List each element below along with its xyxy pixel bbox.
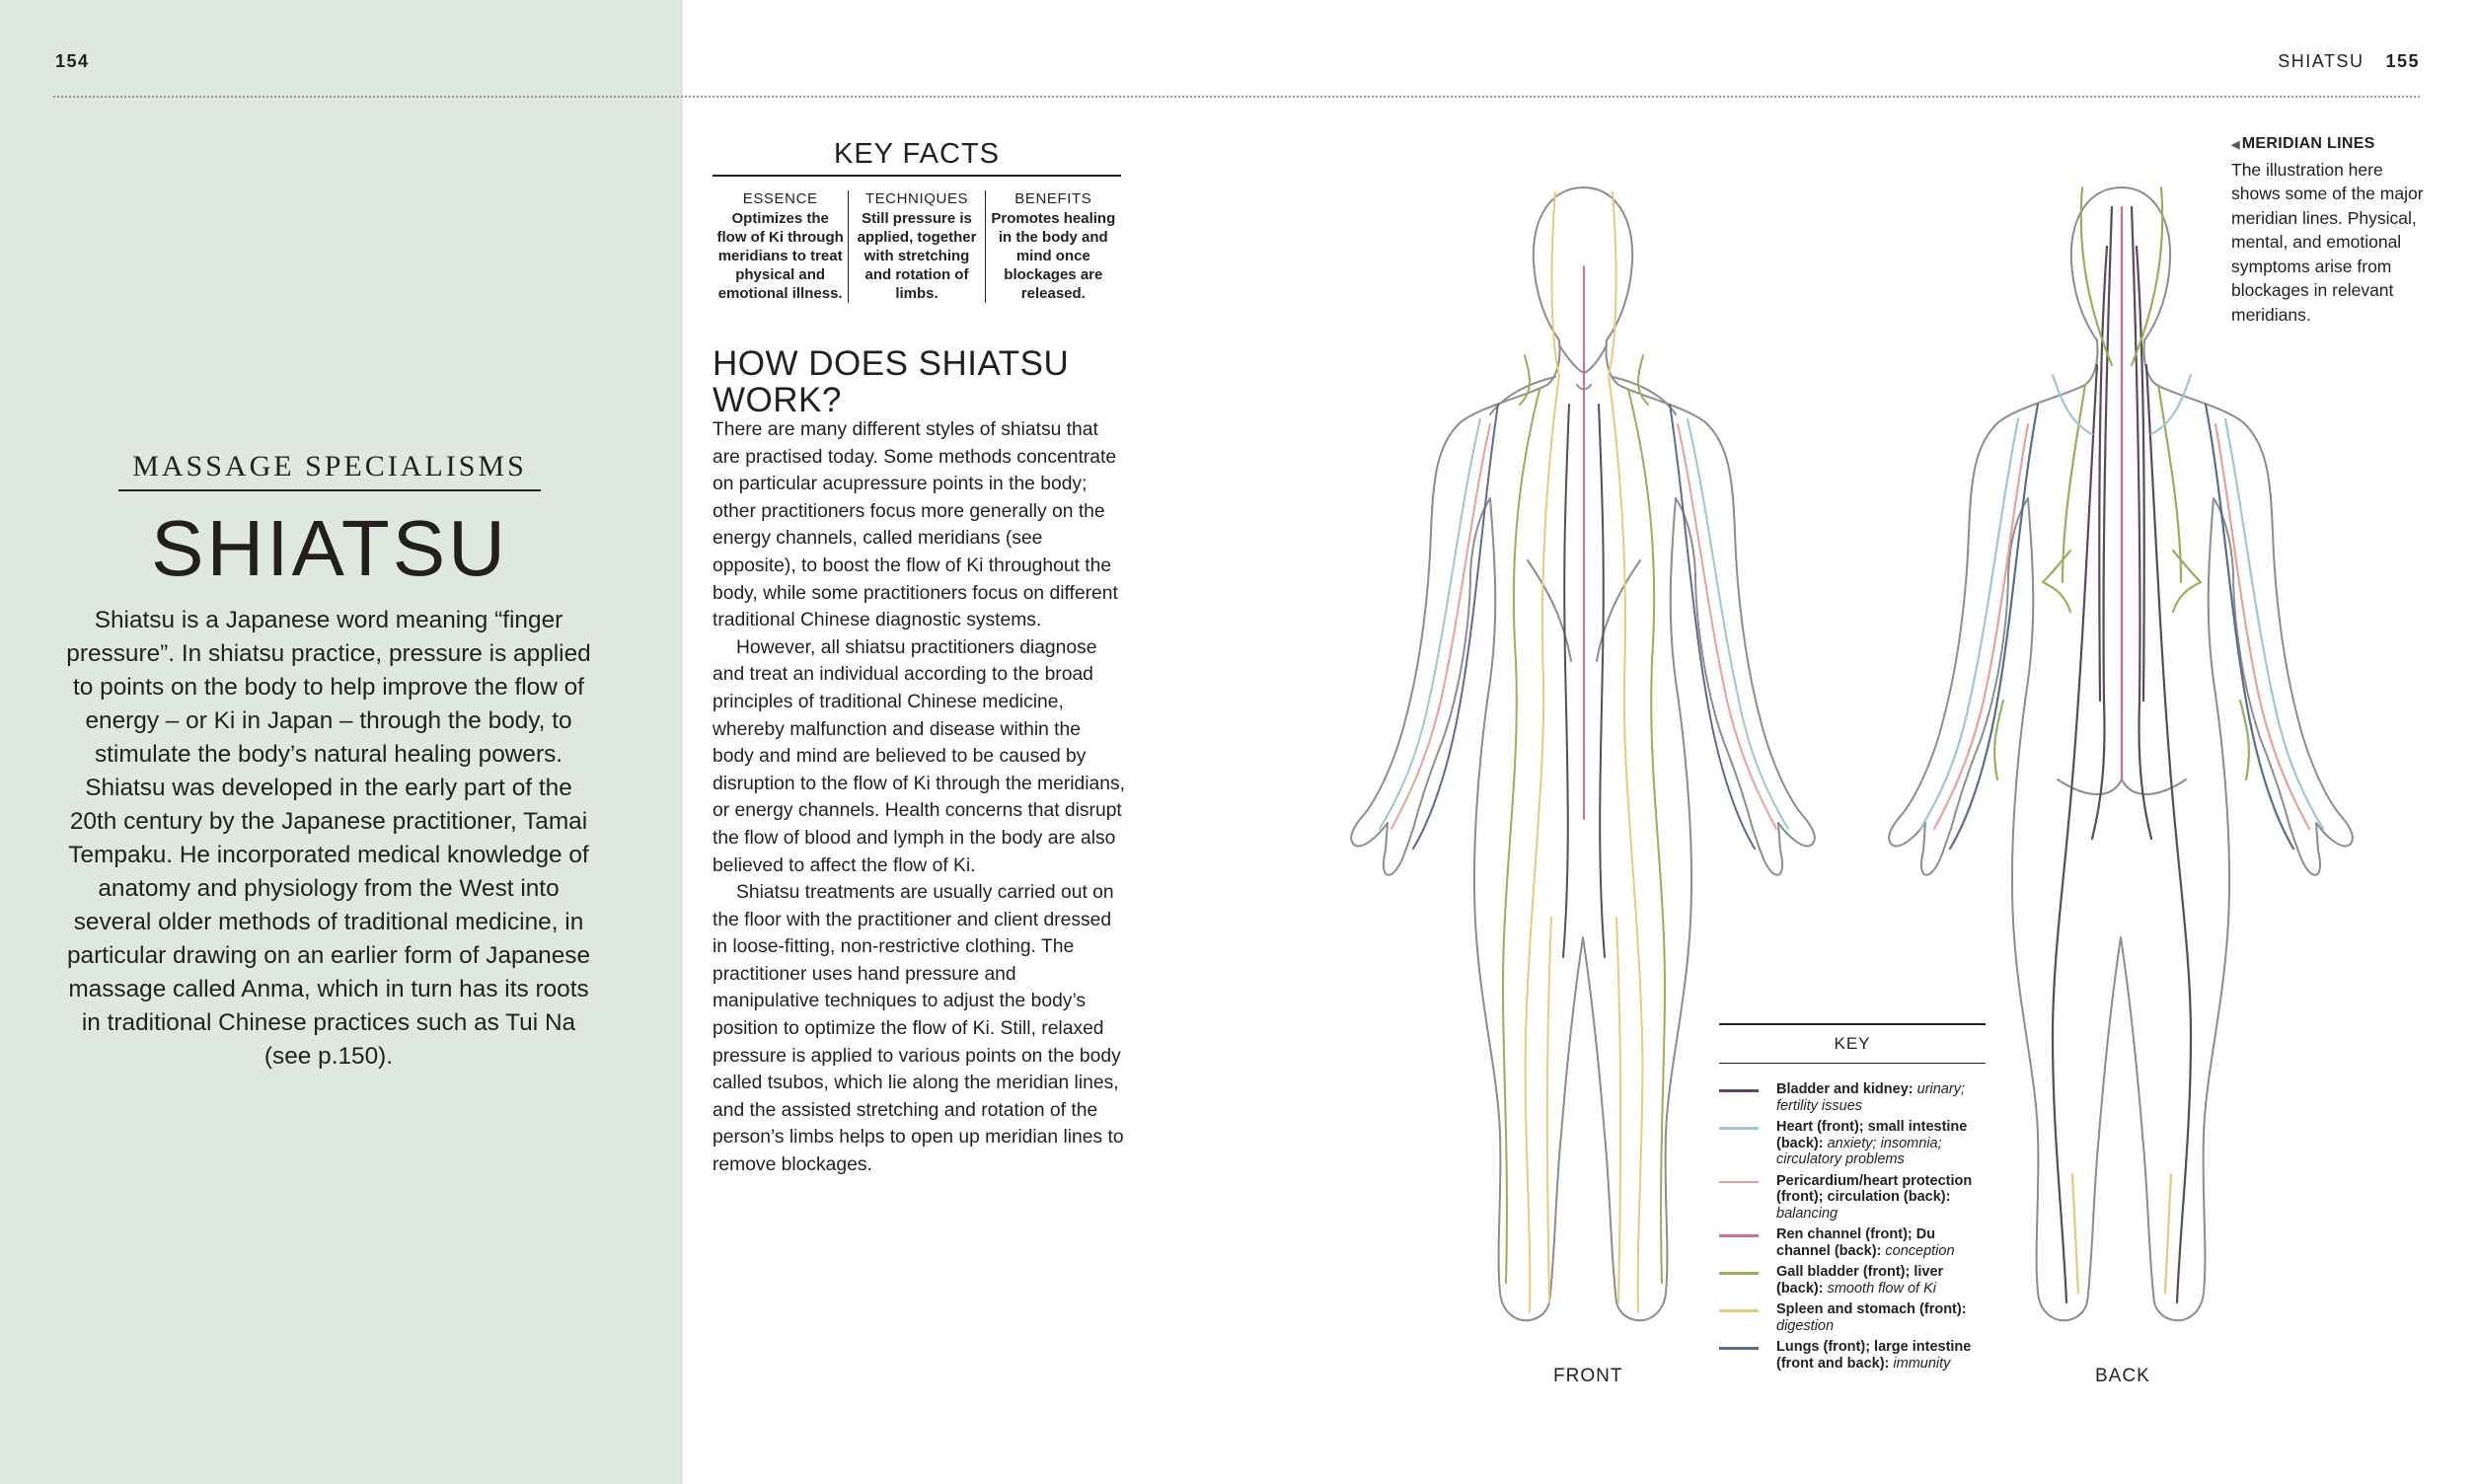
- key-swatch: [1719, 1089, 1759, 1092]
- key-fact-benefits: [985, 190, 1121, 303]
- intro-paragraph: Shiatsu is a Japanese word meaning “finger pressure”. In shiatsu practice, pressure is applied to points on the body to help improve the flow of energy – or Ki in Japan – through the body, to stimulate the body’s natural healing powers. Shiatsu was developed in the early part of the 20th century by the Japanese practitioner, Tamai Tempaku. He incorporated medical knowledge of anatomy and physiology from the West into several older methods of traditional medicine, in particular drawing on an earlier form of Japanese massage called Anma, which in turn has its roots in traditional Chinese practices such as Tui Na (see p.150).: [66, 607, 591, 1070]
- key-fact-text: Optimizes the flow of Ki through meridians to treat physical and emotional illness.: [716, 210, 844, 302]
- header-rule: [53, 96, 2420, 98]
- key-fact-heading: BENEFITS: [1014, 190, 1092, 207]
- key-swatch: [1719, 1272, 1759, 1275]
- key-item: Bladder and kidney: urinary; fertility issues: [1719, 1081, 1986, 1114]
- triangle-pointer-icon: ◀: [2231, 139, 2240, 151]
- key-facts-title: KEY FACTS: [713, 138, 1121, 177]
- page-title: SHIATSU: [151, 504, 508, 592]
- key-fact-text: Promotes healing in the body and mind once blockages are released.: [991, 210, 1116, 302]
- article-heading: HOW DOES SHIATSU WORK?: [713, 344, 1070, 419]
- key-swatch: [1719, 1347, 1759, 1350]
- key-fact-text: Still pressure is applied, together with stretching and rotation of limbs.: [857, 210, 977, 302]
- article-paragraph: Shiatsu treatments are usually carried out on the floor with the practitioner and client dressed in loose-fitting, non-restrictive clothing. The practitioner uses hand pressure and manipulative techniques to adjust the body’s position to optimize the flow of Ki. Still, relaxed pressure is applied to various points on the body called tsubos, which lie along the meridian lines, and the assisted stretching and rotation of the person’s limbs helps to open up meridian lines to remove blockages.: [713, 882, 1124, 1176]
- key-item: Heart (front); small intestine (back): anxiety; insomnia; circulatory problems: [1719, 1119, 1986, 1168]
- key-fact-essence: [713, 190, 848, 303]
- caption-text: The illustration here shows some of the major meridian lines. Physical, mental, and emotional symptoms arise from blockages in relevant meridians.: [2231, 159, 2424, 325]
- key-fact-techniques: [848, 190, 984, 303]
- key-fact-heading: TECHNIQUES: [864, 190, 969, 207]
- key-list: [1719, 1081, 1986, 1372]
- key-fact-heading: ESSENCE: [742, 190, 818, 207]
- front-label: FRONT: [1553, 1366, 1623, 1386]
- page-number-left: 154: [55, 51, 90, 71]
- article-body: [713, 416, 1127, 1179]
- key-swatch: [1719, 1127, 1759, 1130]
- key-swatch: [1719, 1309, 1759, 1312]
- article-paragraph: There are many different styles of shiatsu that are practised today. Some methods concentrate on particular acupressure points in the body; other practitioners focus more generally on the energy channels, called meridians (see opposite), to boost the flow of Ki throughout the body, while some practitioners focus on different traditional Chinese diagnostic systems.: [713, 419, 1118, 631]
- meridian-key: [1719, 1023, 1986, 1376]
- article-paragraph: However, all shiatsu practitioners diagnose and treat an individual according to the broad principles of traditional Chinese medicine, whereby malfunction and disease within the body and mind are believed to be caused by disruption to the flow of Ki through the meridians, or energy channels. Health concerns that disrupt the flow of blood and lymph in the body are also believed to affect the flow of Ki.: [713, 636, 1125, 876]
- caption-heading: ◀ MERIDIAN LINES: [2231, 135, 2375, 152]
- section-kicker: MASSAGE SPECIALISMS: [118, 450, 541, 491]
- key-title: KEY: [1719, 1023, 1986, 1064]
- key-facts-box: [713, 138, 1121, 303]
- back-label: BACK: [2095, 1366, 2150, 1386]
- key-item: Ren channel (front); Du channel (back): conception: [1719, 1226, 1986, 1259]
- key-item: Gall bladder (front); liver (back): smooth flow of Ki: [1719, 1264, 1986, 1297]
- figure-caption: [2231, 132, 2429, 327]
- section-name: SHIATSU: [2278, 51, 2364, 71]
- page-number-right: 155: [2385, 51, 2420, 71]
- key-item: Spleen and stomach (front): digestion: [1719, 1301, 1986, 1334]
- running-header: [2278, 51, 2420, 72]
- key-item: Lungs (front); large intestine (front and back): immunity: [1719, 1339, 1986, 1372]
- key-swatch: [1719, 1181, 1759, 1184]
- key-swatch: [1719, 1234, 1759, 1237]
- key-item: Pericardium/heart protection (front); circulation (back): balancing: [1719, 1173, 1986, 1223]
